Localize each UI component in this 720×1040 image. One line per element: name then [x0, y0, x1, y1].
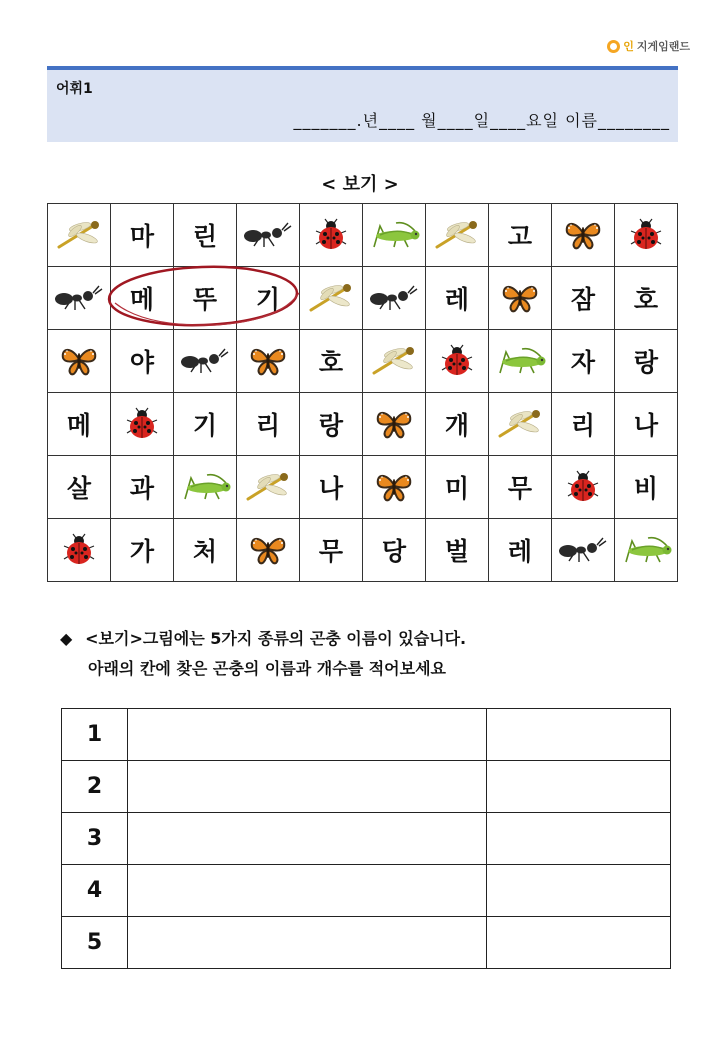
grid-cell-letter: 호 — [615, 267, 678, 330]
insect-name-field[interactable] — [128, 761, 487, 813]
grid-cell-ladybug-icon — [615, 204, 678, 267]
grid-cell-letter: 야 — [111, 330, 174, 393]
grid-cell-letter: 벌 — [426, 519, 489, 582]
ladybug-icon — [439, 343, 475, 379]
grid-cell-letter: 자 — [552, 330, 615, 393]
grid-cell-grasshopper-icon — [363, 204, 426, 267]
date-name-fields: _______.년____ 월____일____요일 이름________ — [293, 111, 670, 130]
dragonfly-icon — [305, 281, 357, 315]
grid-cell-letter: 레 — [489, 519, 552, 582]
grid-cell-ladybug-icon — [300, 204, 363, 267]
answer-row-number: 3 — [62, 813, 128, 865]
insect-count-field[interactable] — [487, 813, 671, 865]
grid-cell-letter: 랑 — [615, 330, 678, 393]
grid-cell-butterfly-icon — [237, 330, 300, 393]
grid-cell-letter: 기 — [174, 393, 237, 456]
grasshopper-icon — [618, 534, 674, 566]
grid-cell-ant-icon — [552, 519, 615, 582]
grid-cell-dragonfly-icon — [48, 204, 111, 267]
answer-row — [62, 865, 671, 917]
grid-cell-dragonfly-icon — [363, 330, 426, 393]
butterfly-icon — [59, 344, 99, 378]
grid-cell-letter: 고 — [489, 204, 552, 267]
grid-cell-letter: 미 — [426, 456, 489, 519]
grid-cell-letter: 리 — [552, 393, 615, 456]
ant-icon — [557, 535, 609, 565]
grid-cell-dragonfly-icon — [237, 456, 300, 519]
grid-cell-letter: 나 — [300, 456, 363, 519]
grid-cell-letter: 무 — [300, 519, 363, 582]
grid-cell-letter: 호 — [300, 330, 363, 393]
grid-cell-letter: 개 — [426, 393, 489, 456]
grasshopper-icon — [492, 345, 548, 377]
ladybug-icon — [124, 406, 160, 442]
grid-cell-letter: 비 — [615, 456, 678, 519]
grid-cell-butterfly-icon — [363, 393, 426, 456]
grid-cell-letter: 뚜 — [174, 267, 237, 330]
grid-cell-ant-icon — [363, 267, 426, 330]
grasshopper-icon — [366, 219, 422, 251]
ant-icon — [368, 283, 420, 313]
grid-cell-letter: 랑 — [300, 393, 363, 456]
grid-cell-letter: 기 — [237, 267, 300, 330]
brand-logo — [607, 38, 690, 54]
ant-icon — [53, 283, 105, 313]
word-search-grid — [47, 203, 678, 582]
grid-row — [48, 393, 678, 456]
insect-count-field[interactable] — [487, 865, 671, 917]
insect-count-field[interactable] — [487, 709, 671, 761]
instructions — [60, 624, 466, 684]
example-label: < 보기 > — [321, 174, 399, 195]
grid-cell-letter: 잠 — [552, 267, 615, 330]
grid-cell-butterfly-icon — [552, 204, 615, 267]
grid-cell-letter: 살 — [48, 456, 111, 519]
diamond-bullet-icon: ◆ — [60, 629, 73, 648]
grid-cell-ant-icon — [48, 267, 111, 330]
grid-cell-ladybug-icon — [111, 393, 174, 456]
grid-cell-letter: 처 — [174, 519, 237, 582]
logo-accent-text: 인 — [623, 40, 634, 53]
grid-cell-letter: 레 — [426, 267, 489, 330]
grid-cell-ant-icon — [174, 330, 237, 393]
grid-cell-letter: 리 — [237, 393, 300, 456]
butterfly-icon — [563, 218, 603, 252]
grid-cell-letter: 무 — [489, 456, 552, 519]
ladybug-icon — [565, 469, 601, 505]
insect-name-field[interactable] — [128, 917, 487, 969]
grid-cell-grasshopper-icon — [615, 519, 678, 582]
answer-row — [62, 709, 671, 761]
grid-cell-dragonfly-icon — [300, 267, 363, 330]
insect-name-field[interactable] — [128, 865, 487, 917]
grid-cell-letter: 나 — [615, 393, 678, 456]
answer-row — [62, 917, 671, 969]
grid-cell-letter: 메 — [48, 393, 111, 456]
logo-text: 지게임랜드 — [636, 40, 690, 53]
grid-cell-grasshopper-icon — [174, 456, 237, 519]
insect-count-field[interactable] — [487, 917, 671, 969]
grid-row — [48, 204, 678, 267]
grid-cell-letter: 당 — [363, 519, 426, 582]
dragonfly-icon — [53, 218, 105, 252]
insect-name-field[interactable] — [128, 709, 487, 761]
worksheet-title: 어휘1 — [56, 81, 93, 97]
grid-cell-ladybug-icon — [48, 519, 111, 582]
worksheet-header — [47, 66, 678, 142]
instruction-line-2: 아래의 칸에 찾은 곤충의 이름과 개수를 적어보세요 — [88, 659, 446, 678]
grid-cell-butterfly-icon — [363, 456, 426, 519]
ladybug-icon — [628, 217, 664, 253]
answer-row — [62, 761, 671, 813]
butterfly-icon — [374, 407, 414, 441]
ladybug-icon — [313, 217, 349, 253]
grid-cell-letter: 마 — [111, 204, 174, 267]
grasshopper-icon — [177, 471, 233, 503]
instruction-line-1 — [60, 624, 466, 654]
answer-row-number: 5 — [62, 917, 128, 969]
grid-cell-butterfly-icon — [237, 519, 300, 582]
ladybug-icon — [61, 532, 97, 568]
grid-cell-letter: 메 — [111, 267, 174, 330]
ant-icon — [242, 220, 294, 250]
ant-icon — [179, 346, 231, 376]
answer-row — [62, 813, 671, 865]
butterfly-icon — [374, 470, 414, 504]
grid-row — [48, 330, 678, 393]
answer-row-number: 1 — [62, 709, 128, 761]
grid-cell-letter: 가 — [111, 519, 174, 582]
grid-cell-ant-icon — [237, 204, 300, 267]
grid-cell-dragonfly-icon — [489, 393, 552, 456]
grid-cell-letter: 린 — [174, 204, 237, 267]
grid-cell-ladybug-icon — [552, 456, 615, 519]
dragonfly-icon — [431, 218, 483, 252]
dragonfly-icon — [494, 407, 546, 441]
insect-name-field[interactable] — [128, 813, 487, 865]
grid-cell-butterfly-icon — [489, 267, 552, 330]
instruction-text-1: <보기>그림에는 5가지 종류의 곤충 이름이 있습니다. — [85, 629, 467, 648]
answer-row-number: 4 — [62, 865, 128, 917]
dragonfly-icon — [368, 344, 420, 378]
grid-cell-dragonfly-icon — [426, 204, 489, 267]
grid-cell-ladybug-icon — [426, 330, 489, 393]
insect-count-field[interactable] — [487, 761, 671, 813]
logo-mark-icon — [607, 40, 620, 53]
grid-cell-letter: 과 — [111, 456, 174, 519]
grid-cell-grasshopper-icon — [489, 330, 552, 393]
grid-row — [48, 456, 678, 519]
answer-table — [61, 708, 671, 969]
butterfly-icon — [500, 281, 540, 315]
dragonfly-icon — [242, 470, 294, 504]
answer-circle-mark — [105, 263, 301, 329]
butterfly-icon — [248, 533, 288, 567]
answer-row-number: 2 — [62, 761, 128, 813]
grid-row — [48, 519, 678, 582]
grid-cell-butterfly-icon — [48, 330, 111, 393]
butterfly-icon — [248, 344, 288, 378]
